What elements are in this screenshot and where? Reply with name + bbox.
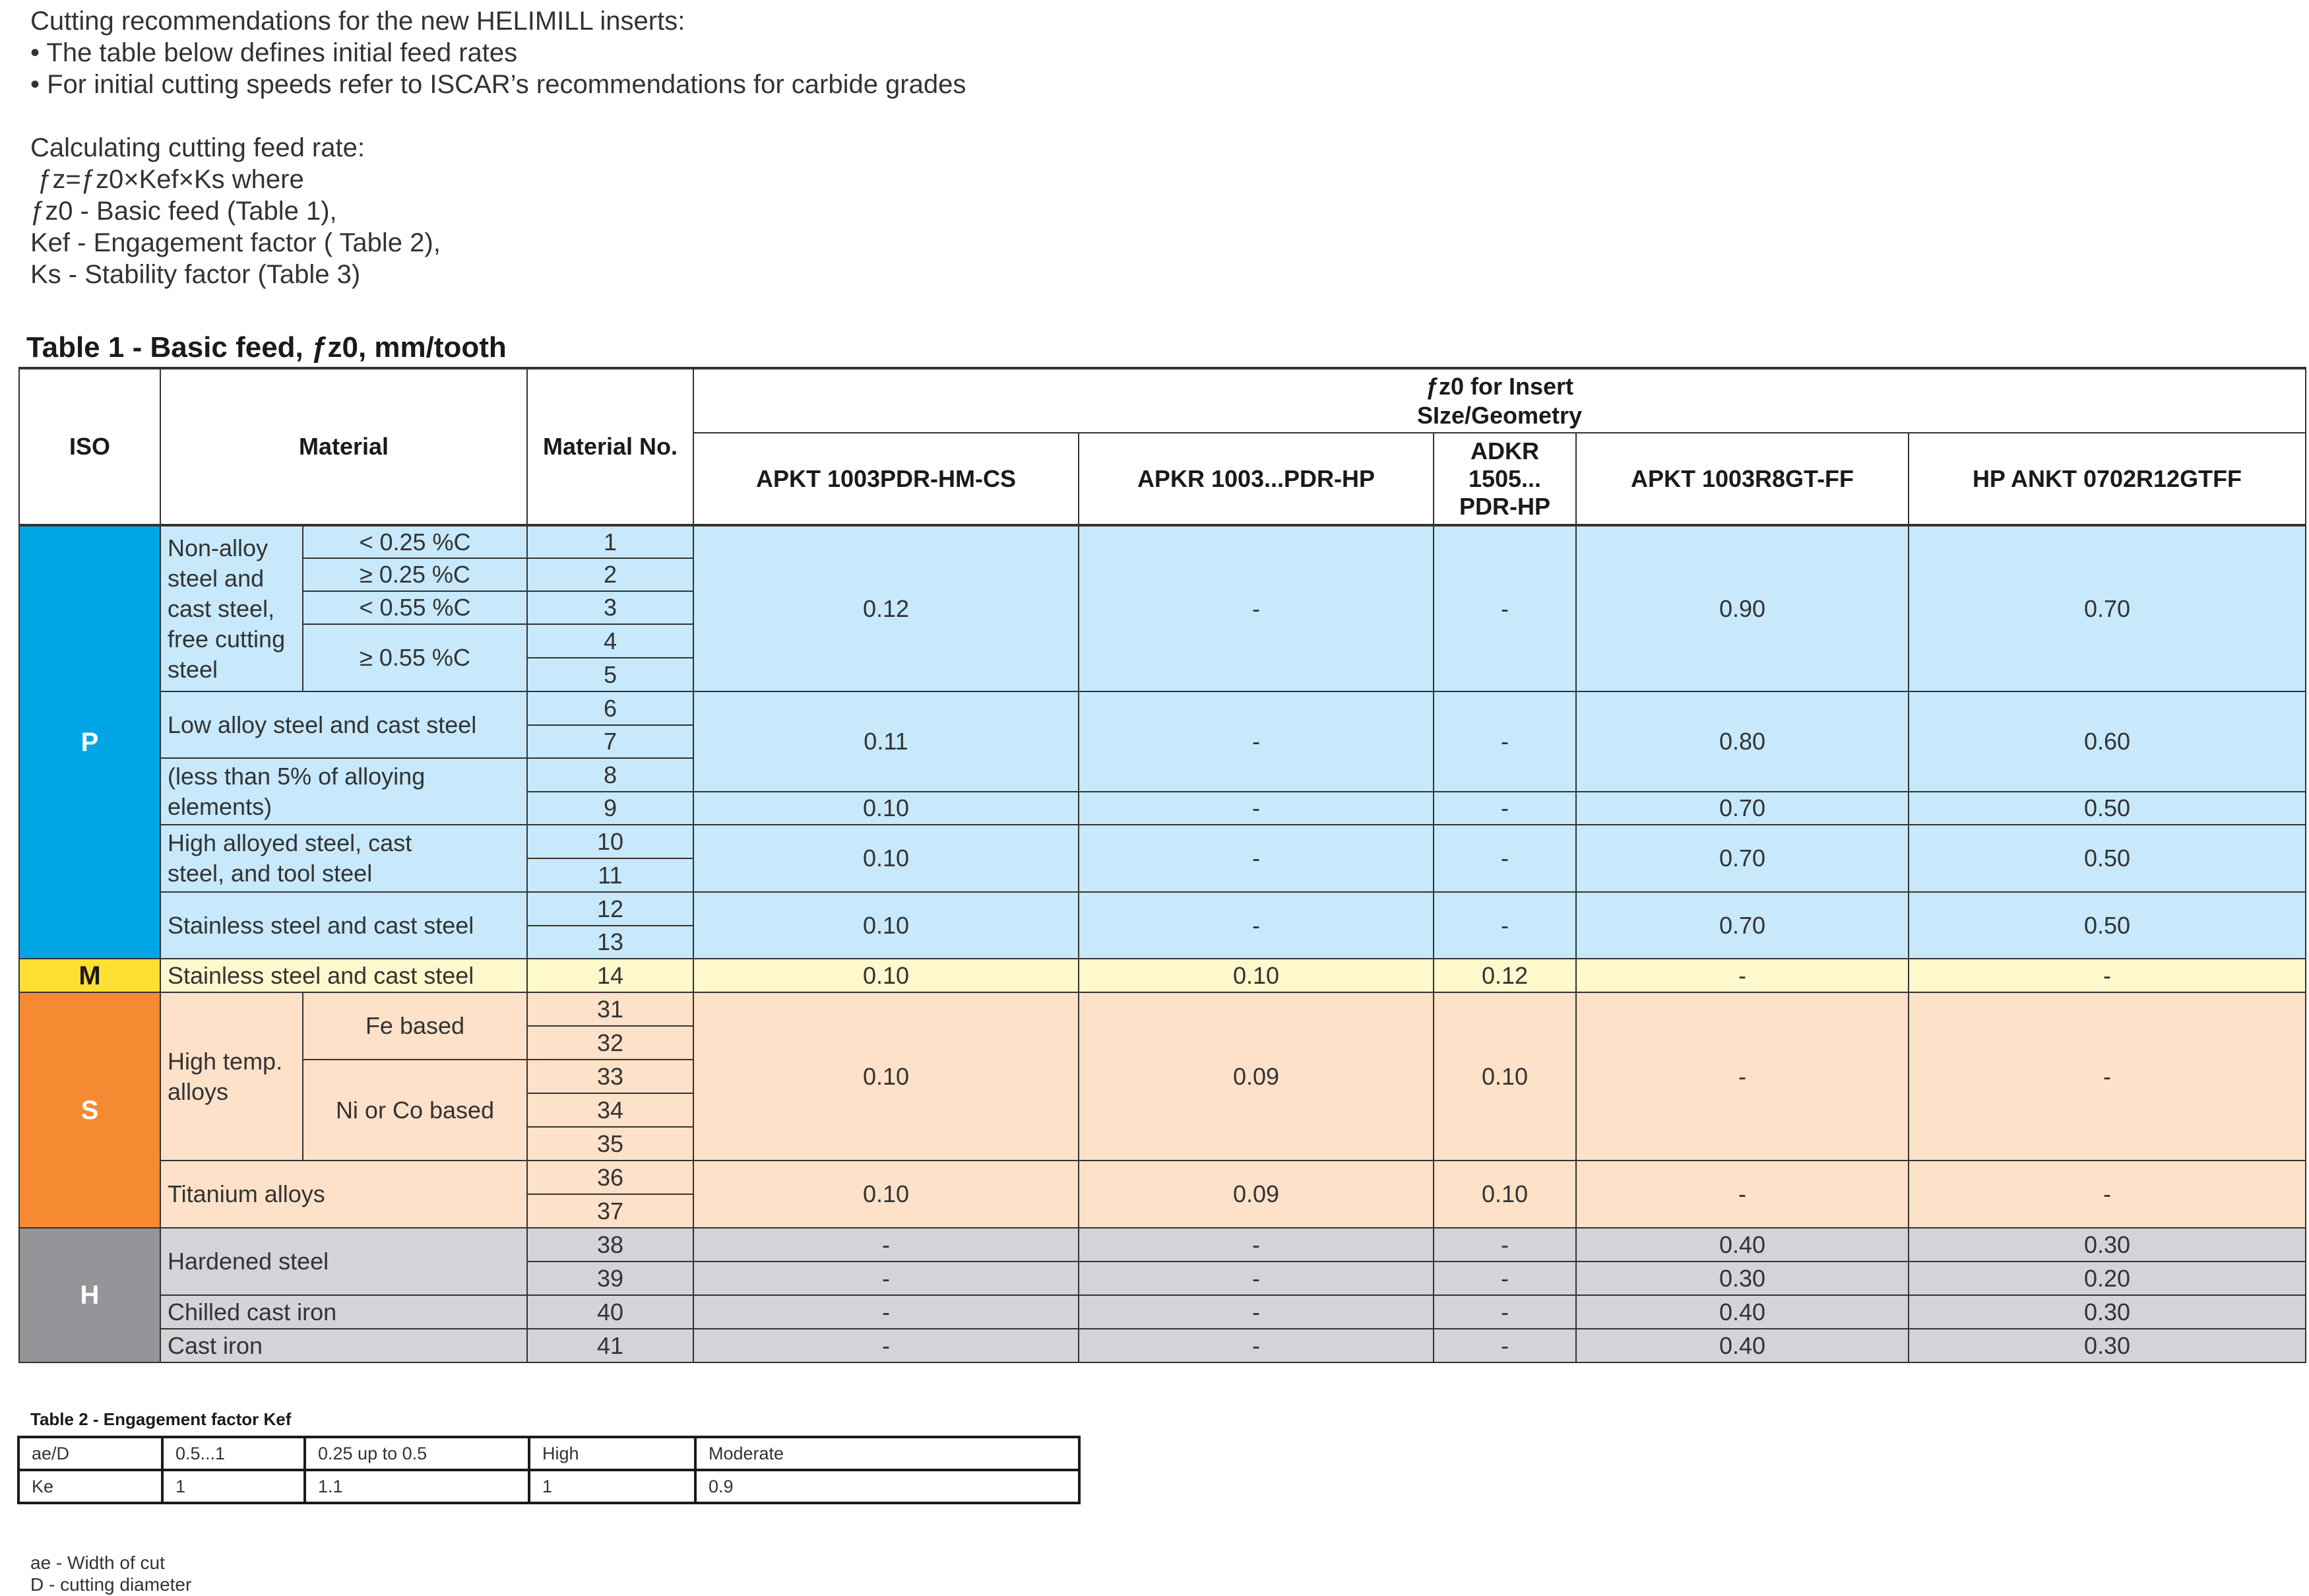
material-high-temp: High temp. alloys — [160, 992, 303, 1161]
value-g4-c4: 0.70 — [1576, 825, 1909, 892]
value-g10-c2: - — [1079, 1261, 1434, 1295]
footnote-ae: ae - Width of cut — [30, 1552, 165, 1573]
material-no-7: 7 — [527, 725, 693, 758]
value-g12-c2: - — [1079, 1329, 1434, 1362]
header-col-apkt-hm-cs: APKT 1003PDR-HM-CS — [693, 433, 1079, 525]
header-col-apkr-pdr-hp: APKR 1003...PDR-HP — [1079, 433, 1434, 525]
carbon-lt-055: < 0.55 %C — [303, 591, 527, 624]
material-no-40: 40 — [527, 1295, 693, 1329]
value-g8-c3: 0.10 — [1434, 1161, 1576, 1228]
footnotes — [30, 1552, 191, 1595]
material-no-35: 35 — [527, 1127, 693, 1161]
intro-heading: Cutting recommendations for the new HELIMILL inserts: — [30, 7, 685, 36]
definition-ks: Ks - Stability factor (Table 3) — [30, 260, 361, 289]
carbon-ge-025: ≥ 0.25 %C — [303, 558, 527, 591]
value-g2-c3: - — [1434, 691, 1576, 792]
material-no-41: 41 — [527, 1329, 693, 1362]
header-material-no: Material No. — [527, 368, 693, 525]
value-g5-c3: - — [1434, 892, 1576, 959]
value-g4-c5: 0.50 — [1909, 825, 2306, 892]
material-ni-co-based: Ni or Co based — [303, 1060, 527, 1161]
definition-kef: Kef - Engagement factor ( Table 2), — [30, 228, 441, 257]
value-g3-c2: - — [1079, 792, 1434, 825]
material-no-36: 36 — [527, 1161, 693, 1194]
value-g9-c3: - — [1434, 1228, 1576, 1261]
value-g3-c5: 0.50 — [1909, 792, 2306, 825]
value-g4-c2: - — [1079, 825, 1434, 892]
header-iso: ISO — [19, 368, 160, 525]
material-no-14: 14 — [527, 959, 693, 992]
definition-fz0: ƒz0 - Basic feed (Table 1), — [30, 197, 337, 226]
iso-s-cell: S — [19, 992, 160, 1228]
material-cast-iron: Cast iron — [160, 1329, 527, 1362]
value-g11-c3: - — [1434, 1295, 1576, 1329]
table2-cell: 0.25 up to 0.5 — [305, 1437, 529, 1470]
value-g7-c5: - — [1909, 992, 2306, 1161]
material-no-32: 32 — [527, 1026, 693, 1060]
value-g1-c4: 0.90 — [1576, 525, 1909, 691]
material-no-13: 13 — [527, 926, 693, 959]
material-no-39: 39 — [527, 1261, 693, 1295]
material-high-alloyed: High alloyed steel, cast steel, and tool steel — [160, 825, 527, 892]
value-g5-c4: 0.70 — [1576, 892, 1909, 959]
table2-cell: 1.1 — [305, 1470, 529, 1503]
material-no-4: 4 — [527, 624, 693, 658]
engagement-factor-table — [17, 1436, 1081, 1504]
value-g5-c5: 0.50 — [1909, 892, 2306, 959]
value-g1-c5: 0.70 — [1909, 525, 2306, 691]
material-no-8: 8 — [527, 758, 693, 792]
header-group-line2: SIze/Geometry — [1416, 401, 1583, 429]
value-g11-c4: 0.40 — [1576, 1295, 1909, 1329]
value-g8-c1: 0.10 — [693, 1161, 1079, 1228]
table2-cell: 0.9 — [695, 1470, 1079, 1503]
header-material: Material — [160, 368, 527, 525]
value-g5-c1: 0.10 — [693, 892, 1079, 959]
table2-cell: Moderate — [695, 1437, 1079, 1470]
table2-cell: 1 — [529, 1470, 695, 1503]
value-g7-c2: 0.09 — [1079, 992, 1434, 1161]
value-g9-c2: - — [1079, 1228, 1434, 1261]
material-low-alloy-note: (less than 5% of alloying elements) — [160, 758, 527, 825]
table2-cell: High — [529, 1437, 695, 1470]
formula: ƒz=ƒz0×Kef×Ks where — [30, 165, 304, 194]
intro-text — [30, 5, 1350, 290]
header-col-adkr — [1434, 433, 1576, 525]
header-adkr-l2: 1505... — [1468, 464, 1542, 492]
iso-p-cell: P — [19, 525, 160, 959]
material-no-1: 1 — [527, 525, 693, 558]
header-insert-group — [693, 368, 2306, 433]
value-g11-c1: - — [693, 1295, 1079, 1329]
material-hardened: Hardened steel — [160, 1228, 527, 1295]
value-g7-c1: 0.10 — [693, 992, 1079, 1161]
material-no-38: 38 — [527, 1228, 693, 1261]
material-no-34: 34 — [527, 1093, 693, 1127]
table2-title: Table 2 - Engagement factor Kef — [30, 1409, 292, 1429]
basic-feed-table — [18, 367, 2306, 1363]
calc-heading: Calculating cutting feed rate: — [30, 133, 365, 162]
value-g9-c4: 0.40 — [1576, 1228, 1909, 1261]
header-col-apkt-r8gt-ff: APKT 1003R8GT-FF — [1576, 433, 1909, 525]
table2-cell: ae/D — [18, 1437, 162, 1470]
carbon-lt-025: < 0.25 %C — [303, 525, 527, 558]
intro-bullet-2: • For initial cutting speeds refer to ISCAR’s recommendations for carbide grades — [30, 70, 966, 99]
value-g1-c3: - — [1434, 525, 1576, 691]
material-titanium: Titanium alloys — [160, 1161, 527, 1228]
iso-h-cell: H — [19, 1228, 160, 1362]
value-g10-c1: - — [693, 1261, 1079, 1295]
value-g12-c3: - — [1434, 1329, 1576, 1362]
table2-cell: 0.5...1 — [162, 1437, 305, 1470]
value-g2-c5: 0.60 — [1909, 691, 2306, 792]
value-g6-c2: 0.10 — [1079, 959, 1434, 992]
value-g6-c1: 0.10 — [693, 959, 1079, 992]
material-low-alloy: Low alloy steel and cast steel — [160, 691, 527, 758]
value-g8-c2: 0.09 — [1079, 1161, 1434, 1228]
value-g1-c1: 0.12 — [693, 525, 1079, 691]
material-no-31: 31 — [527, 992, 693, 1026]
value-g3-c3: - — [1434, 792, 1576, 825]
value-g9-c5: 0.30 — [1909, 1228, 2306, 1261]
value-g1-c2: - — [1079, 525, 1434, 691]
value-g5-c2: - — [1079, 892, 1434, 959]
value-g2-c2: - — [1079, 691, 1434, 792]
table2-row-ke — [18, 1470, 1079, 1503]
value-g6-c3: 0.12 — [1434, 959, 1576, 992]
value-g9-c1: - — [693, 1228, 1079, 1261]
value-g4-c3: - — [1434, 825, 1576, 892]
material-no-12: 12 — [527, 892, 693, 926]
value-g12-c1: - — [693, 1329, 1079, 1362]
material-no-11: 11 — [527, 858, 693, 892]
material-no-5: 5 — [527, 658, 693, 691]
material-no-6: 6 — [527, 691, 693, 725]
material-no-2: 2 — [527, 558, 693, 591]
carbon-ge-055: ≥ 0.55 %C — [303, 624, 527, 691]
value-g7-c4: - — [1576, 992, 1909, 1161]
value-g11-c5: 0.30 — [1909, 1295, 2306, 1329]
value-g7-c3: 0.10 — [1434, 992, 1576, 1161]
value-g6-c5: - — [1909, 959, 2306, 992]
value-g3-c4: 0.70 — [1576, 792, 1909, 825]
material-no-9: 9 — [527, 792, 693, 825]
header-adkr-l3: PDR-HP — [1459, 492, 1550, 520]
material-no-37: 37 — [527, 1194, 693, 1228]
header-adkr-l1: ADKR — [1471, 437, 1539, 464]
material-no-33: 33 — [527, 1060, 693, 1093]
material-no-3: 3 — [527, 591, 693, 624]
material-stainless-m: Stainless steel and cast steel — [160, 959, 527, 992]
material-stainless-p: Stainless steel and cast steel — [160, 892, 527, 959]
material-chilled-cast-iron: Chilled cast iron — [160, 1295, 527, 1329]
table2-row-aed — [18, 1437, 1079, 1470]
value-g8-c4: - — [1576, 1161, 1909, 1228]
value-g2-c1: 0.11 — [693, 691, 1079, 792]
material-fe-based: Fe based — [303, 992, 527, 1060]
value-g3-c1: 0.10 — [693, 792, 1079, 825]
value-g12-c4: 0.40 — [1576, 1329, 1909, 1362]
value-g8-c5: - — [1909, 1161, 2306, 1228]
value-g10-c5: 0.20 — [1909, 1261, 2306, 1295]
value-g10-c3: - — [1434, 1261, 1576, 1295]
iso-m-cell: M — [19, 959, 160, 992]
footnote-d: D - cutting diameter — [30, 1574, 192, 1595]
value-g12-c5: 0.30 — [1909, 1329, 2306, 1362]
table2-cell: 1 — [162, 1470, 305, 1503]
intro-bullet-1: • The table below defines initial feed rates — [30, 38, 518, 67]
value-g2-c4: 0.80 — [1576, 691, 1909, 792]
value-g11-c2: - — [1079, 1295, 1434, 1329]
material-no-10: 10 — [527, 825, 693, 858]
value-g6-c4: - — [1576, 959, 1909, 992]
material-non-alloy: Non-alloy steel and cast steel, free cutting steel — [160, 525, 303, 691]
value-g4-c1: 0.10 — [693, 825, 1079, 892]
table2-cell: Ke — [18, 1470, 162, 1503]
header-group-line1: ƒz0 for Insert — [1425, 372, 1574, 400]
table1-title: Table 1 - Basic feed, ƒz0, mm/tooth — [26, 331, 507, 364]
header-col-hp-ankt: HP ANKT 0702R12GTFF — [1909, 433, 2306, 525]
value-g10-c4: 0.30 — [1576, 1261, 1909, 1295]
